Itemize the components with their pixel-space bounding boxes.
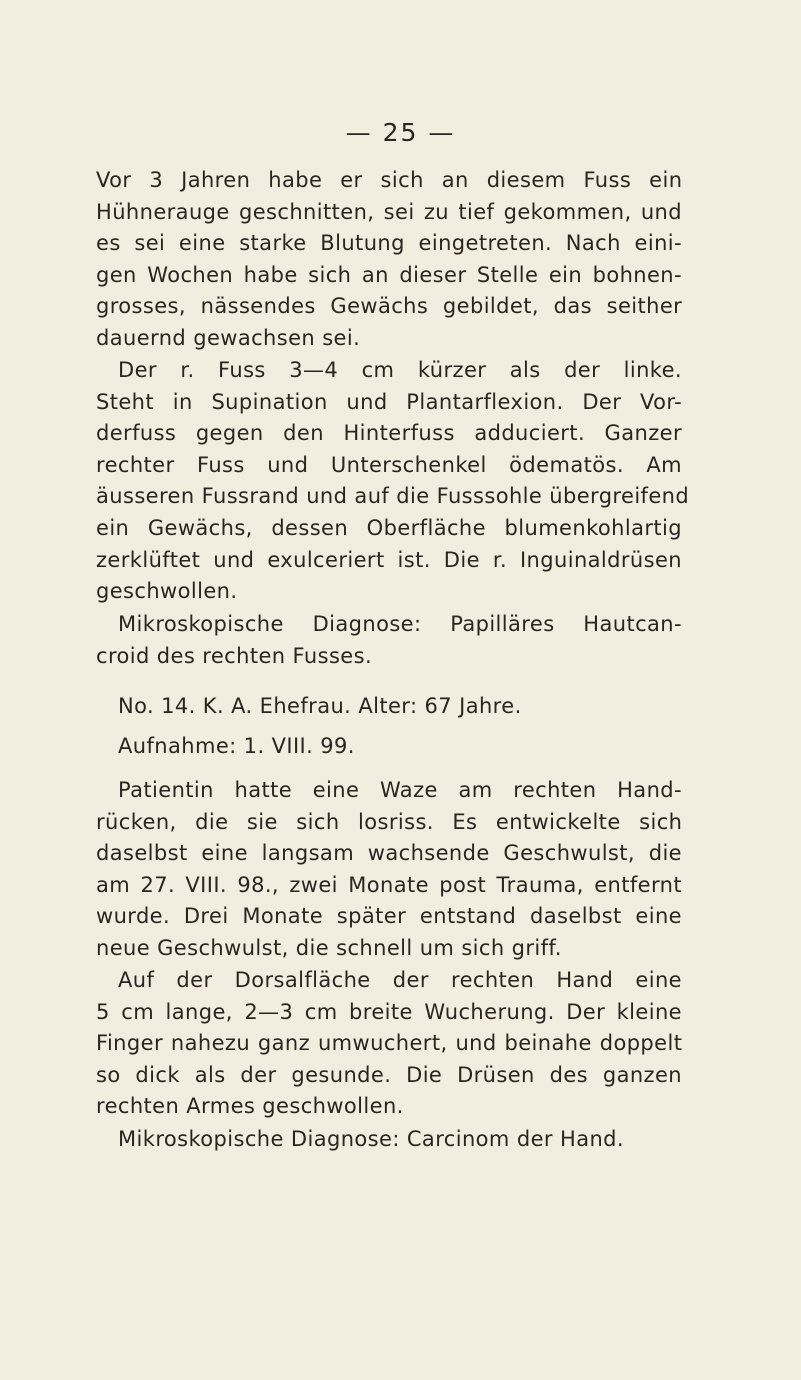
text-line: es sei eine starke Blutung eingetreten. Nach eini- bbox=[96, 231, 682, 256]
case-title: No. 14. K. A. Ehefrau. Alter: 67 Jahre. bbox=[118, 694, 522, 718]
paragraph-5 bbox=[96, 965, 682, 1123]
text-line: neue Geschwulst, die schnell um sich griff. bbox=[96, 935, 562, 960]
text-line: rechter Fuss und Unterschenkel ödematös. Am bbox=[96, 452, 682, 477]
paragraph-6 bbox=[96, 1124, 682, 1156]
text-line: Patientin hatte eine Waze am rechten Hand- bbox=[118, 778, 682, 802]
text-line: äusseren Fussrand und auf die Fusssohle übergreifend bbox=[96, 484, 690, 509]
text-line: grosses, nässendes Gewächs gebildet, das seither bbox=[96, 294, 683, 319]
text-line: rechten Armes geschwollen. bbox=[96, 1094, 404, 1119]
text-line: ein Gewächs, dessen Oberfläche blumenkohlartig bbox=[96, 515, 682, 540]
text-line: am 27. VIII. 98., zwei Monate post Trauma, entfernt bbox=[96, 872, 682, 897]
text-line: derfuss gegen den Hinterfuss adduciert. Ganzer bbox=[96, 421, 682, 446]
admission-date: Aufnahme: 1. VIII. 99. bbox=[118, 734, 355, 758]
text-line: daselbst eine langsam wachsende Geschwulst, die bbox=[96, 841, 682, 866]
text-line: Hühnerauge geschnitten, sei zu tief gekommen, und bbox=[96, 199, 682, 224]
text-line: Auf der Dorsalfläche der rechten Hand eine bbox=[118, 968, 682, 992]
text-line: Mikroskopische Diagnose: Papilläres Hautcan- bbox=[118, 612, 682, 636]
paragraph-4 bbox=[96, 775, 682, 965]
text-line: Finger nahezu ganz umwuchert, und beinahe doppelt bbox=[96, 1031, 683, 1056]
text-line: 5 cm lange, 2—3 cm breite Wucherung. Der kleine bbox=[96, 999, 682, 1024]
text-line: Mikroskopische Diagnose: Carcinom der Hand. bbox=[118, 1127, 624, 1151]
text-line: Der r. Fuss 3—4 cm kürzer als der linke. bbox=[118, 358, 682, 382]
text-line: so dick als der gesunde. Die Drüsen des ganzen bbox=[96, 1062, 682, 1087]
text-line: zerklüftet und exulceriert ist. Die r. Inguinaldrüsen bbox=[96, 547, 682, 572]
text-line: geschwollen. bbox=[96, 579, 238, 604]
paragraph-2 bbox=[96, 355, 690, 608]
text-line: dauernd gewachsen sei. bbox=[96, 325, 361, 350]
text-line: rücken, die sie sich losriss. Es entwickelte sich bbox=[96, 809, 683, 834]
text-line: Vor 3 Jahren habe er sich an diesem Fuss ein bbox=[96, 168, 683, 192]
text-line: wurde. Drei Monate später entstand daselbst eine bbox=[96, 904, 682, 929]
text-line: croid des rechten Fusses. bbox=[96, 643, 373, 668]
paragraph-1 bbox=[96, 165, 682, 355]
admission-line bbox=[96, 731, 682, 763]
case-header bbox=[96, 691, 682, 723]
text-line: Steht in Supination und Plantarflexion. Der Vor- bbox=[96, 389, 683, 414]
page-number: — 25 — bbox=[345, 118, 456, 147]
text-line: gen Wochen habe sich an dieser Stelle ein bohnen- bbox=[96, 262, 682, 287]
paragraph-3 bbox=[96, 609, 682, 672]
